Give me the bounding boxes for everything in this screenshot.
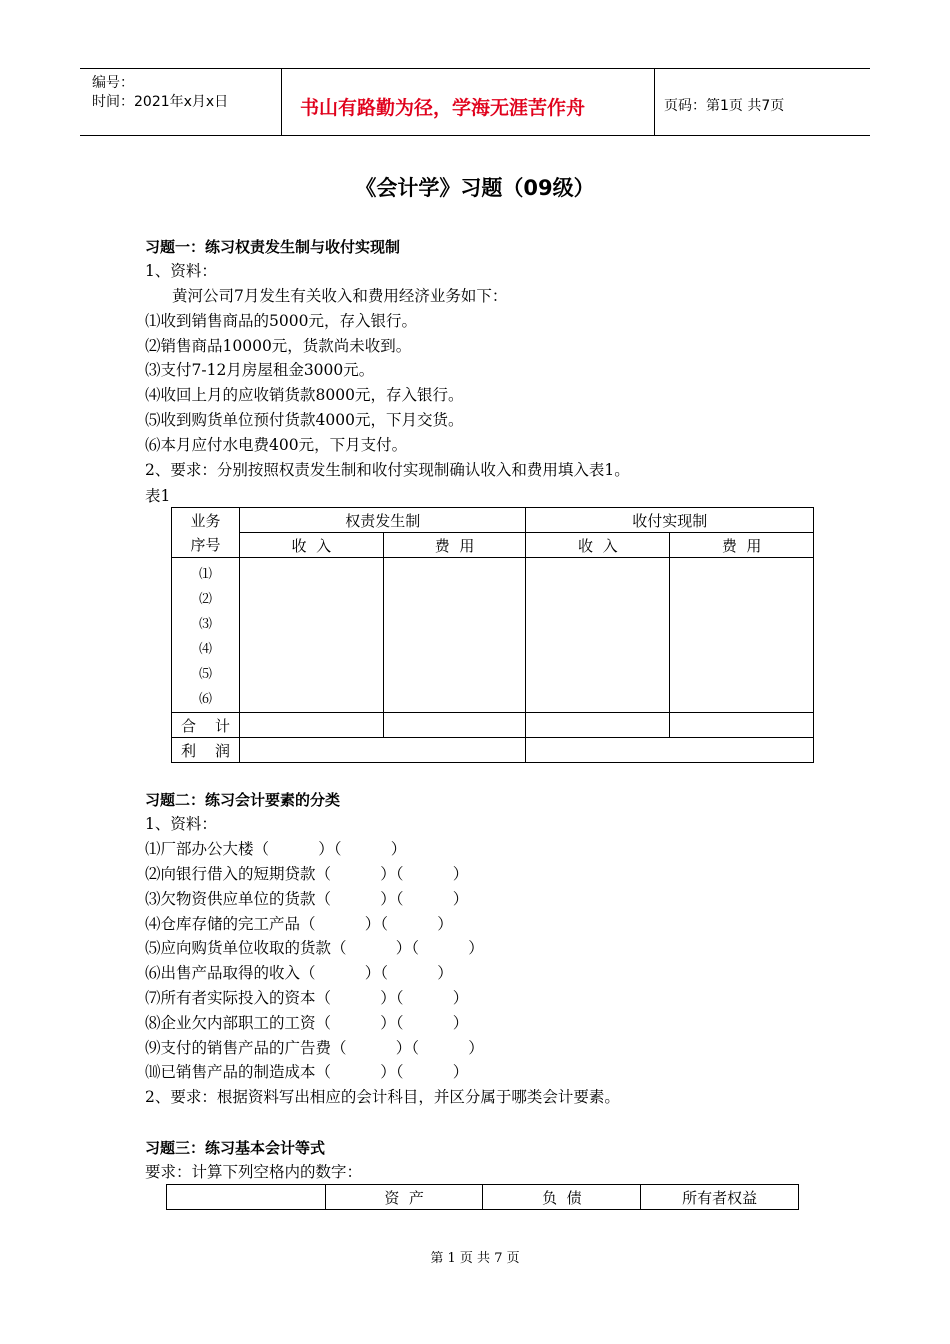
answer-blank[interactable]: （ ）（ ） (315, 989, 469, 1007)
ex1-item: ⑵销售商品10000元，货款尚未收到。 (145, 337, 412, 355)
group-cash: 收付实现制 (526, 508, 814, 533)
doc-title: 《会计学》习题（09级） (355, 176, 595, 200)
ex2-item-text: ⑹出售产品取得的收入 (145, 964, 301, 982)
ex1-table (171, 507, 814, 763)
row-id: ⑴ (198, 567, 212, 582)
table-label: 表1 (145, 487, 171, 505)
ex1-material-label: 1、资料： (145, 262, 217, 280)
answer-cell[interactable] (239, 713, 383, 738)
row-ids-cell (172, 558, 240, 713)
row-id: ⑸ (198, 667, 212, 682)
answer-blank[interactable]: （ ）（ ） (315, 890, 469, 908)
ex2-item (145, 838, 406, 860)
answer-blank[interactable]: （ ）（ ） (331, 1039, 484, 1057)
ex2-item (145, 888, 468, 910)
header-motto: 书山有路勤为径，学海无涯苦作舟 (300, 97, 586, 119)
sub-expense-cash: 费 用 (670, 533, 814, 558)
row-id: ⑹ (198, 692, 212, 707)
header-divider (281, 68, 282, 136)
ex2-item (145, 962, 453, 984)
group-accrual: 权责发生制 (239, 508, 526, 533)
answer-cell[interactable] (167, 1185, 326, 1210)
ex2-item (145, 1061, 468, 1083)
answer-cell[interactable] (526, 738, 814, 763)
answer-cell[interactable] (670, 558, 814, 713)
page-footer: 第 1 页 共 7 页 (430, 1251, 520, 1266)
answer-cell[interactable] (526, 713, 670, 738)
row-id: ⑶ (198, 617, 212, 632)
answer-blank[interactable]: （ ）（ ） (253, 840, 407, 858)
answer-cell[interactable] (670, 713, 814, 738)
ex1-item: ⑴收到销售商品的5000元，存入银行。 (145, 312, 417, 330)
ex2-title: 习题二：练习会计要素的分类 (145, 791, 341, 809)
col-business: 业务 (172, 508, 240, 533)
ex1-item: ⑸收到购货单位预付货款4000元，下月交货。 (145, 411, 464, 429)
ex1-item: ⑹本月应付水电费400元，下月支付。 (145, 436, 408, 454)
ex1-title: 习题一：练习权责发生制与收付实现制 (145, 238, 401, 256)
answer-cell[interactable] (239, 558, 383, 713)
ex2-item-text: ⑶欠物资供应单位的货款 (145, 890, 316, 908)
ex2-item (145, 1012, 468, 1034)
ex2-item (145, 863, 468, 885)
ex2-item (145, 913, 453, 935)
answer-cell[interactable] (383, 713, 526, 738)
ex2-item (145, 987, 468, 1009)
answer-blank[interactable]: （ ）（ ） (315, 1063, 469, 1081)
answer-blank[interactable]: （ ）（ ） (331, 939, 484, 957)
ex2-item-text: ⑴厂部办公大楼 (145, 840, 254, 858)
ex2-item-text: ⑸应向购货单位收取的货款 (145, 939, 332, 957)
header-top-rule (80, 68, 870, 69)
answer-blank[interactable]: （ ）（ ） (315, 1014, 469, 1032)
header-number: 编号： (92, 75, 134, 91)
sub-expense-accrual: 费 用 (383, 533, 526, 558)
answer-cell[interactable] (526, 558, 670, 713)
row-id: ⑵ (198, 592, 212, 607)
ex2-item-text: ⑷仓库存储的完工产品 (145, 915, 301, 933)
col-assets: 资 产 (325, 1185, 483, 1210)
answer-blank[interactable]: （ ）（ ） (315, 865, 469, 883)
answer-cell[interactable] (239, 738, 526, 763)
header-time: 时间：2021年x月x日 (92, 94, 229, 110)
ex2-requirement: 2、要求：根据资料写出相应的会计科目，并区分属于哪类会计要素。 (145, 1088, 620, 1106)
ex2-item-text: ⑻企业欠内部职工的工资 (145, 1014, 316, 1032)
ex2-item (145, 937, 484, 959)
ex3-requirement: 要求：计算下列空格内的数字： (145, 1163, 363, 1181)
col-sequence: 序号 (172, 533, 240, 558)
answer-blank[interactable]: （ ）（ ） (300, 915, 453, 933)
ex2-item-text: ⑽已销售产品的制造成本 (145, 1063, 316, 1081)
profit-label: 利 润 (172, 738, 240, 763)
ex2-item (145, 1037, 484, 1059)
sub-income-accrual: 收 入 (239, 533, 383, 558)
ex1-requirement: 2、要求：分别按照权责发生制和收付实现制确认收入和费用填入表1。 (145, 461, 630, 479)
col-liabilities: 负 债 (483, 1185, 641, 1210)
ex2-item-text: ⑺所有者实际投入的资本 (145, 989, 316, 1007)
ex2-material-label: 1、资料： (145, 815, 217, 833)
ex1-item: ⑷收回上月的应收销货款8000元，存入银行。 (145, 386, 464, 404)
sub-income-cash: 收 入 (526, 533, 670, 558)
answer-cell[interactable] (383, 558, 526, 713)
ex2-item-text: ⑵向银行借入的短期贷款 (145, 865, 316, 883)
ex3-title: 习题三：练习基本会计等式 (145, 1139, 326, 1157)
row-id: ⑷ (198, 642, 212, 657)
total-label: 合 计 (172, 713, 240, 738)
ex1-item: ⑶支付7-12月房屋租金3000元。 (145, 361, 375, 379)
answer-blank[interactable]: （ ）（ ） (300, 964, 453, 982)
header-page-number: 页码：第1页 共7页 (664, 98, 785, 114)
ex2-item-text: ⑼支付的销售产品的广告费 (145, 1039, 332, 1057)
col-equity: 所有者权益 (641, 1185, 799, 1210)
ex1-intro: 黄河公司7月发生有关收入和费用经济业务如下： (172, 287, 508, 305)
header-bottom-rule (80, 135, 870, 136)
header-divider (654, 68, 655, 136)
ex3-table (166, 1184, 799, 1210)
